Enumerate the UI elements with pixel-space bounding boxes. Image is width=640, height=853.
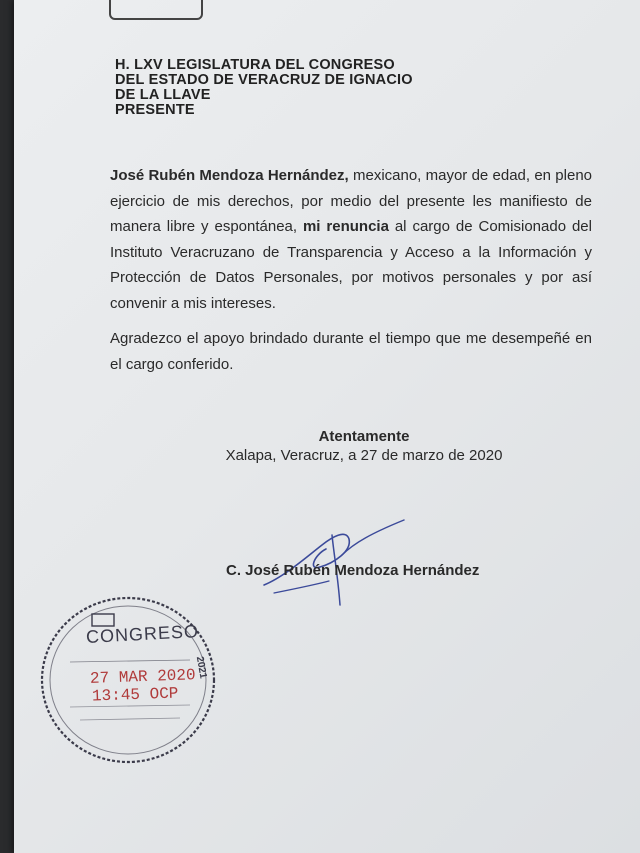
closing-place-date: Xalapa, Veracruz, a 27 de marzo de 2020 [225, 447, 503, 464]
addressee-header [115, 58, 413, 118]
paper-tab-shape [109, 0, 203, 20]
stamp-time: 13:45 OCP [91, 684, 179, 706]
stamp-congress-label: CONGRESO [85, 621, 200, 647]
header-line-2: DEL ESTADO DE VERACRUZ DE IGNACIO [115, 72, 413, 88]
header-line-3: DE LA LLAVE [115, 87, 211, 103]
author-name: José Rubén Mendoza Hernández, [110, 167, 349, 184]
closing-title: Atentamente [318, 428, 410, 445]
signer-name: C. José Rubén Mendoza Hernández [226, 562, 480, 579]
gratitude-paragraph: Agradezco el apoyo brindado durante el tiempo que me desempeñé en el cargo conferido. [110, 330, 592, 373]
stamp-year-mark: 2021 [193, 655, 209, 680]
header-line-1: H. LXV LEGISLATURA DEL CONGRESO [115, 57, 395, 73]
paragraph-text-b: al cargo de Comisionado del Instituto Veracruzano de Transparencia y Acceso a la Información y Protección de Datos Personales, por motivos personales y por así convenir a mis intereses. [110, 218, 592, 312]
stamp-date: 27 MAR 2020 [89, 666, 196, 688]
resignation-phrase: mi renuncia [302, 218, 389, 235]
header-line-4: PRESENTE [115, 102, 195, 118]
paragraph-text-a: mexicano, mayor de edad, en pleno ejercicio de mis derechos, por medio del presente les manifiesto de manera libre y espontánea, [110, 167, 593, 235]
reception-stamp [40, 592, 230, 767]
document-page [14, 0, 640, 853]
resignation-paragraph [110, 163, 592, 316]
